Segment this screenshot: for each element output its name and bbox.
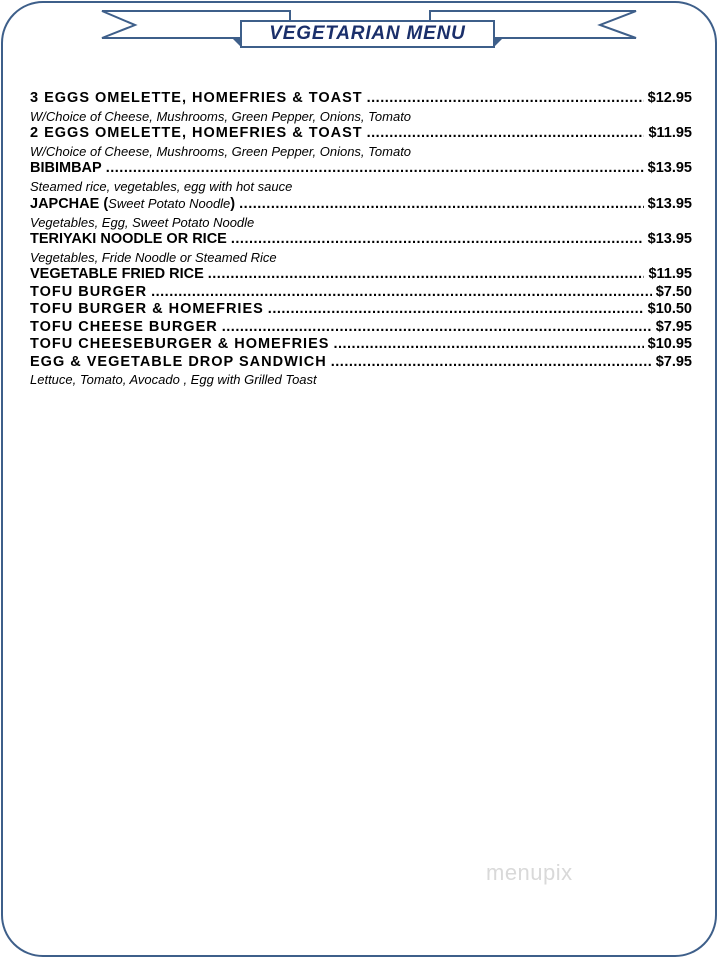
item-name: TOFU BURGER & HOMEFRIES (30, 301, 264, 317)
item-description: W/Choice of Cheese, Mushrooms, Green Pepper, Onions, Tomato (30, 108, 412, 124)
item-description: Vegetables, Fride Noodle or Steamed Rice (30, 249, 277, 265)
item-price: $7.95 (655, 318, 692, 335)
menu-item (30, 301, 692, 319)
item-name: 2 EGGS OMELETTE, HOMEFRIES & TOAST (30, 125, 363, 141)
item-price: $7.50 (655, 283, 692, 300)
dot-leader (333, 336, 643, 354)
item-price: $11.95 (648, 266, 692, 282)
dot-leader (268, 301, 644, 319)
menu-item (30, 284, 692, 302)
item-name: BIBIMBAP (30, 160, 102, 176)
item-name: TERIYAKI NOODLE OR RICE (30, 231, 227, 247)
menu-item (30, 125, 692, 143)
item-name-main: JAPCHAE ( (30, 196, 109, 212)
item-description: Vegetables, Egg, Sweet Potato Noodle (30, 214, 255, 230)
item-price: $10.50 (647, 301, 692, 317)
item-name: TOFU CHEESE BURGER (30, 318, 218, 335)
item-description: Steamed rice, vegetables, egg with hot sauce (30, 178, 293, 194)
item-name: 3 EGGS OMELETTE, HOMEFRIES & TOAST (30, 90, 363, 106)
dot-leader (231, 231, 644, 249)
menu-item (30, 195, 692, 214)
item-price: $13.95 (647, 196, 692, 212)
dot-leader (239, 196, 644, 214)
ribbon-left-fold (232, 38, 240, 46)
menu-item (30, 319, 692, 337)
item-price: $13.95 (647, 231, 692, 247)
item-price: $13.95 (647, 160, 692, 176)
item-description: Lettuce, Tomato, Avocado , Egg with Grilled Toast (30, 372, 317, 387)
item-price: $12.95 (647, 90, 692, 106)
ribbon-right-fold (495, 38, 503, 46)
item-price: $7.95 (655, 353, 692, 370)
item-price: $11.95 (648, 125, 692, 141)
menu-title-box (240, 20, 495, 48)
menu-item (30, 336, 692, 354)
menu-item (30, 354, 692, 372)
item-name: EGG & VEGETABLE DROP SANDWICH (30, 353, 327, 370)
menu-item (30, 90, 692, 108)
item-price: $10.95 (647, 336, 692, 352)
menu-item (30, 266, 692, 284)
dot-leader (208, 266, 645, 284)
menupix-watermark: menupix (486, 860, 573, 885)
item-name (30, 195, 235, 214)
dot-leader (367, 125, 645, 143)
dot-leader (367, 90, 644, 108)
item-name-end: ) (230, 196, 236, 212)
item-name: TOFU CHEESEBURGER & HOMEFRIES (30, 336, 330, 352)
item-description: W/Choice of Cheese, Mushrooms, Green Pepper, Onions, Tomato (30, 143, 412, 159)
item-name-sub: Sweet Potato Noodle (108, 196, 231, 211)
menu-title: VEGETARIAN MENU (269, 23, 466, 44)
menu-item (30, 160, 692, 178)
dot-leader (151, 284, 652, 302)
dot-leader (106, 160, 644, 178)
menu-item (30, 231, 692, 249)
item-name: VEGETABLE FRIED RICE (30, 266, 204, 282)
dot-leader (222, 319, 652, 337)
menu-list (30, 90, 692, 389)
dot-leader (331, 354, 652, 372)
item-name: TOFU BURGER (30, 283, 148, 300)
